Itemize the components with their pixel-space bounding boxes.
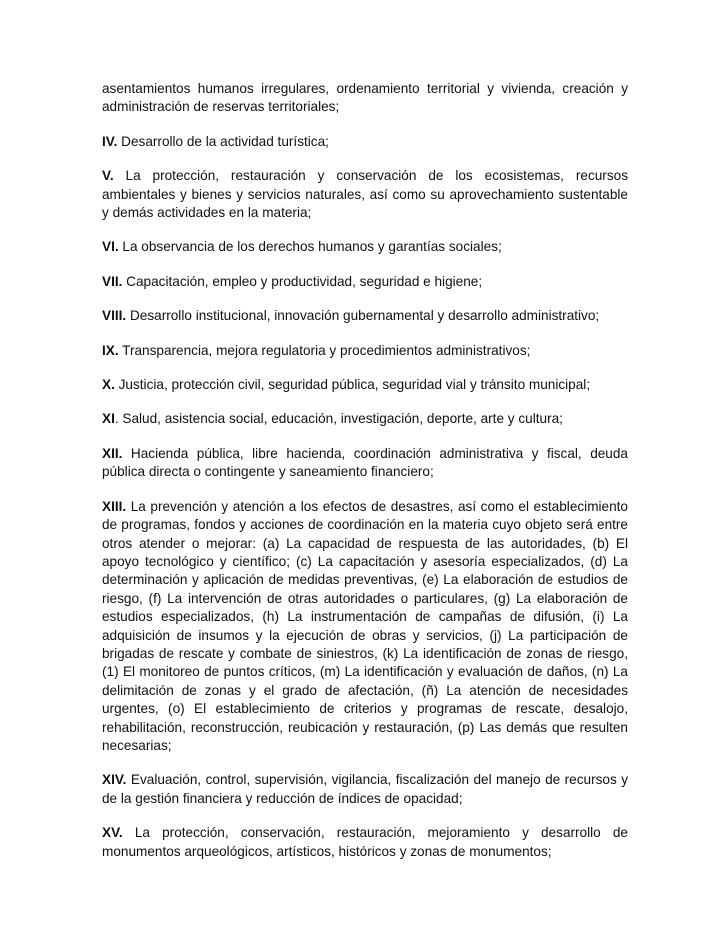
item-number: IV. — [102, 133, 118, 149]
item-text: Transparencia, mejora regulatoria y procedimientos administrativos; — [118, 342, 531, 358]
item-number: XIII. — [102, 498, 127, 514]
item-number: XV. — [102, 825, 123, 841]
item-xiv — [102, 771, 628, 808]
item-vi — [102, 238, 628, 256]
item-number: XII. — [102, 445, 123, 461]
document-page — [102, 80, 628, 877]
item-text: La prevención y atención a los efectos de desastres, así como el establecimiento de programas, fondos y acciones de coordinación en la materia cuyo objeto será entre otros atender o mejorar: (a) La capacidad de respuesta de las autoridades, (b) El apoyo tecnológico y científico; (c) La capacitación y asesoría especializados, (d) La determinación y aplicación de medidas preventivas, (e) La elaboración de estudios de riesgo, (f) La intervención de otras autoridades o particulares, (g) La elaboración de estudios especializados, (h) La instrumentación de campañas de difusión, (i) La adquisición de insumos y la ejecución de obras y servicios, (j) La participación de brigadas de rescate y combate de siniestros, (k) La identificación de zonas de riesgo, (1) El monitoreo de puntos críticos, (m) La identificación y evaluación de daños, (n) La delimitación de zonas y el grado de afectación, (ñ) La atención de necesidades urgentes, (o) El establecimiento de criterios y programas de rescate, desalojo, rehabilitación, reconstrucción, reubicación y restauración, (p) Las demás que resulten necesarias; — [102, 498, 628, 753]
item-text: Evaluación, control, supervisión, vigilancia, fiscalización del manejo de recursos y de la gestión financiera y reducción de índices de opacidad; — [102, 772, 628, 806]
item-xii — [102, 445, 628, 482]
item-text: La observancia de los derechos humanos y garantías sociales; — [118, 239, 502, 255]
item-text: La protección, restauración y conservación de los ecosistemas, recursos ambientales y bienes y servicios naturales, así como su aprovechamiento sustentable y demás actividades en la materia; — [102, 168, 628, 221]
item-number: VI. — [102, 239, 119, 255]
item-text: Justicia, protección civil, seguridad pública, seguridad vial y tránsito municipal; — [114, 377, 591, 393]
item-x — [102, 376, 628, 394]
item-vii — [102, 273, 628, 291]
item-text: La protección, conservación, restauración, mejoramiento y desarrollo de monumentos arqueológicos, artísticos, históricos y zonas de monumentos; — [102, 825, 628, 859]
item-ix — [102, 342, 628, 360]
item-number: IX. — [102, 342, 119, 358]
item-iv — [102, 133, 628, 151]
item-text: Desarrollo institucional, innovación gubernamental y desarrollo administrativo; — [126, 308, 600, 324]
intro-paragraph: asentamientos humanos irregulares, ordenamiento territorial y vivienda, creación y administración de reservas territoriales; — [102, 81, 628, 115]
item-text: Capacitación, empleo y productividad, seguridad e higiene; — [122, 273, 483, 289]
item-viii — [102, 307, 628, 325]
item-number: VIII. — [102, 308, 127, 324]
item-xiii — [102, 498, 628, 756]
item-number: V. — [102, 168, 114, 184]
item-text: Desarrollo de la actividad turística; — [117, 133, 329, 149]
item-number: XIV. — [102, 772, 127, 788]
item-text: Hacienda pública, libre hacienda, coordinación administrativa y fiscal, deuda pública directa o contingente y saneamiento financiero; — [102, 445, 628, 480]
item-xv — [102, 824, 628, 861]
item-number: XI — [102, 411, 115, 427]
item-text: . Salud, asistencia social, educación, investigación, deporte, arte y cultura; — [114, 411, 563, 427]
item-number: VII. — [102, 273, 123, 289]
item-number: X. — [102, 377, 115, 393]
item-v — [102, 167, 628, 222]
item-xi — [102, 410, 628, 428]
